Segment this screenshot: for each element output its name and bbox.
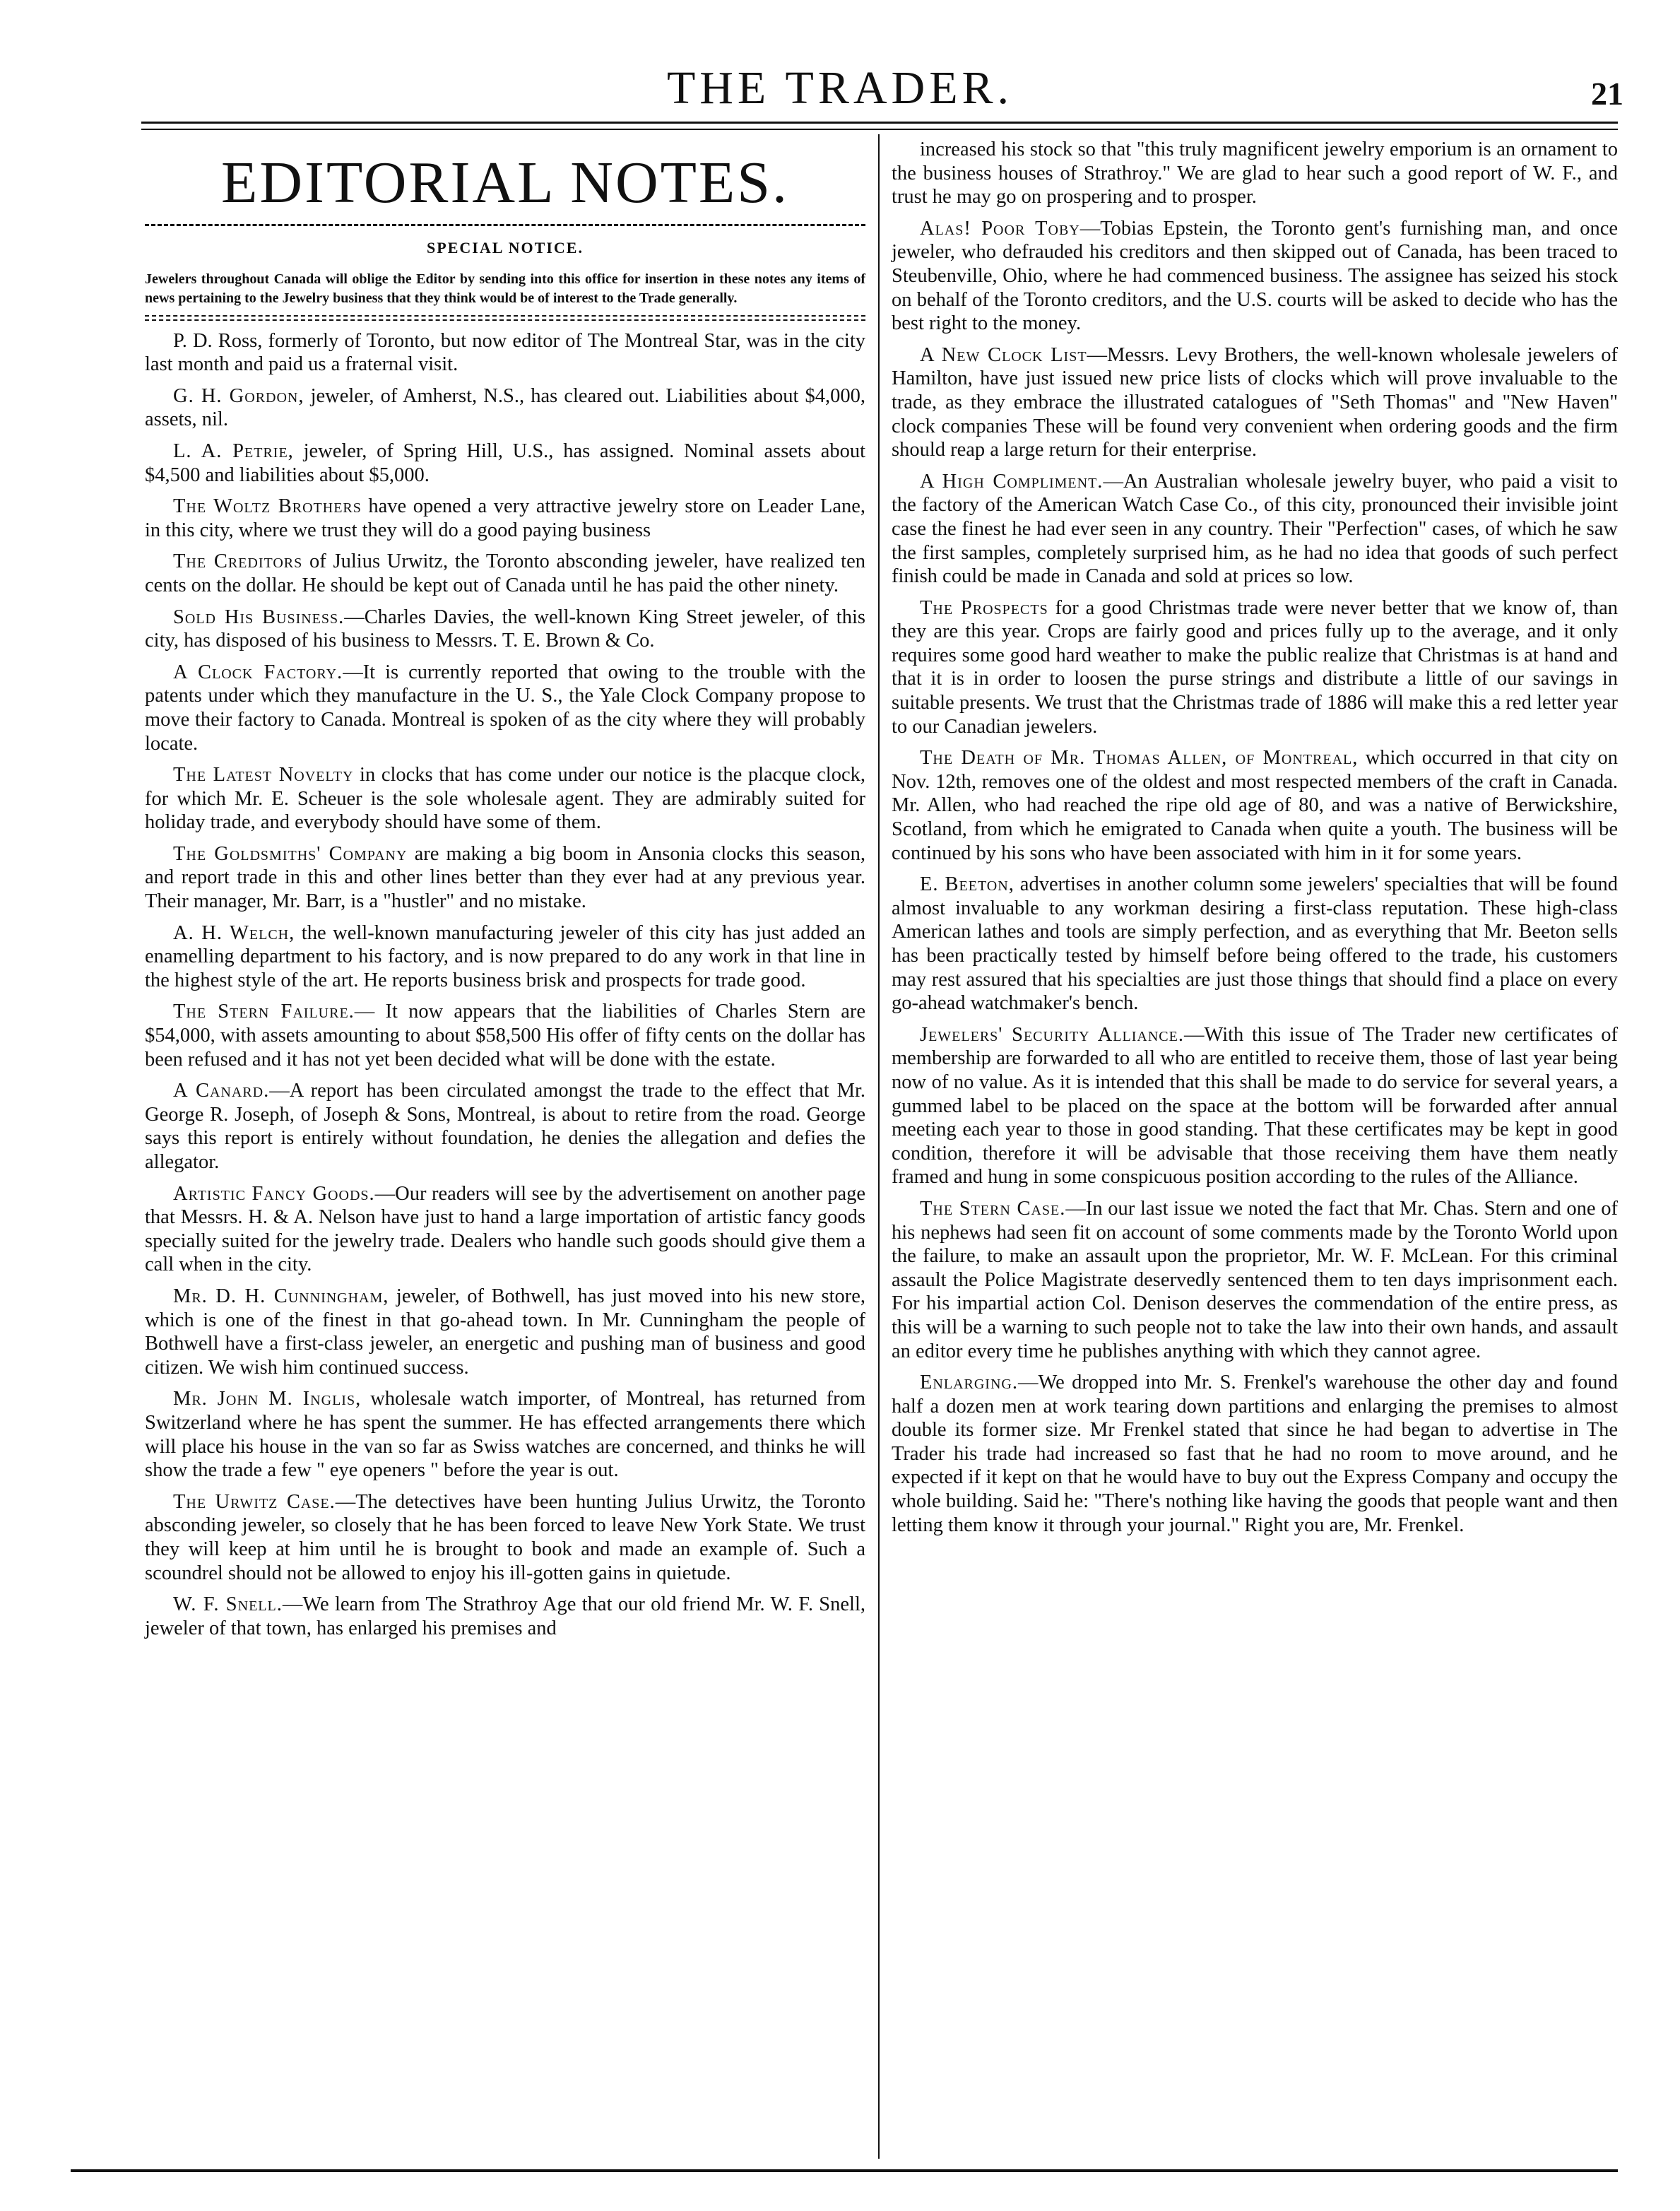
news-item-lead: Alas! Poor Toby [920, 217, 1080, 240]
news-item [145, 606, 865, 653]
news-item-text: of Julius Urwitz, the Toronto absconding jeweler, have realized ten cents on the dollar. He should be kept out of Canada until he has paid the other ninety. [145, 550, 865, 596]
running-title: THE TRADER. [666, 62, 1014, 114]
news-item-lead: Mr. John M. Inglis, [173, 1388, 362, 1410]
news-item [145, 921, 865, 993]
news-item [145, 1593, 865, 1640]
news-item-lead: A Canard. [173, 1080, 270, 1102]
news-item [892, 1197, 1618, 1363]
news-item [145, 1182, 865, 1277]
news-item-text: —We learn from The Strathroy Age that our old friend Mr. W. F. Snell, jeweler of that town, has enlarged his premises and [145, 1593, 865, 1639]
news-item-text: —Messrs. Levy Brothers, the well-known wholesale jewelers of Hamilton, have just issued new price lists of clocks which will prove invaluable to the trade, as they embrace the illustrated catalogues of "Seth Thomas" and "New Haven" clock companies These will be found very convenient when ordering goods and the firm should reap a large return for their enterprise. [892, 343, 1619, 461]
news-item-text: in clocks that has come under our notice is the placque clock, for which Mr. E. Scheuer is the sole wholesale agent. They are admirably suited for holiday trade, and everybody should have some of them. [145, 764, 865, 834]
news-item [145, 384, 865, 432]
news-item-lead: A New Clock List [920, 343, 1087, 366]
news-item [145, 661, 865, 755]
news-item-lead: The Latest Novelty [173, 764, 354, 786]
notice-rule [145, 315, 865, 321]
news-item-lead: Sold His Business. [173, 606, 345, 628]
news-item-text: which occurred in that city on Nov. 12th, removes one of the oldest and most respected members of the craft in Canada. Mr. Allen, who had reached the ripe old age of 80, and was a native of Berwickshire, Scotland, from which he emigrated to Canada when quite a youth. The business will be continued by his sons who have been associated with him in it for some years. [892, 747, 1618, 864]
news-item-text: advertises in another column some jewelers' specialties that will be found almost invaluable to any workman desiring a first-class reputation. These high-class American lathes and tools are simply perfection, and as everything that Mr. Beeton sells has been practically tested by himself before being offered to the trade, his customers may rest assured that his specialties are just those things that should find a place on every go-ahead watchmaker's bench. [892, 873, 1618, 1015]
footer-rule [71, 2169, 1618, 2172]
news-item-text: — It now appears that the liabilities of Charles Stern are $54,000, with assets amounting to about $58,500 His offer of fifty cents on the dollar has been refused and it has not yet been decided what will be done with the estate. [145, 1001, 865, 1071]
column-divider [878, 134, 880, 2159]
page-number: 21 [1591, 76, 1623, 112]
news-item-lead: The Stern Case. [920, 1197, 1066, 1220]
news-item [892, 746, 1618, 865]
special-notice-text: Jewelers throughout Canada will oblige the Editor by sending into this office for insertion in these notes any items of news pertaining to the Jewelry business that they think would be of interest to the Trade generally. [145, 271, 865, 306]
news-item-text: —Charles Davies, the well-known King Street jeweler, of this city, has disposed of his business to Messrs. T. E. Brown & Co. [145, 606, 865, 652]
news-item-lead: Jewelers' Security Alliance. [920, 1023, 1184, 1046]
news-item-text: jeweler, of Bothwell, has just moved into his new store, which is one of the finest in that go-ahead town. In Mr. Cunningham the people of Bothwell have a first-class jeweler, an energetic and pushing man of business and good citizen. We wish him continued success. [145, 1285, 865, 1379]
news-item [145, 1490, 865, 1585]
news-item-lead: A High Compliment. [920, 470, 1104, 493]
page-header [0, 0, 1680, 120]
news-item-lead: L. A. Petrie, [173, 440, 294, 462]
news-item [892, 1023, 1618, 1189]
editorial-notes-masthead: EDITORIAL NOTES. [221, 150, 789, 216]
news-item-lead: The Prospects [920, 596, 1048, 619]
news-item-lead: W. F. Snell. [173, 1593, 283, 1616]
news-item-lead: Mr. D. H. Cunningham, [173, 1285, 389, 1307]
news-item [892, 470, 1618, 589]
left-column [145, 138, 865, 1648]
news-item-text: wholesale watch importer, of Montreal, has returned from Switzerland where he has spent the summer. He has effected arrangements there which will place his house in the van so far as Swiss watches are concerned, and thinks he will show the trade a few " eye openers " before the year is out. [145, 1388, 865, 1482]
news-item-text: for a good Christmas trade were never better that we know of, than they are this year. Crops are fairly good and prices fully up to the average, and it only requires some good hard weather to make the public realize that Christmas is at hand and that it is in order to loosen the purse strings and distribute a little of our savings in suitable presents. We trust that the Christmas trade of 1886 will make this a red letter year to our Canadian jewelers. [892, 596, 1618, 738]
news-item [892, 873, 1618, 1015]
news-item-lead: A Clock Factory. [173, 661, 343, 683]
news-item-text: have opened a very attractive jewelry store on Leader Lane, in this city, where we trust they will do a good paying business [145, 495, 865, 541]
right-column [892, 138, 1618, 1545]
news-item-lead: The Stern Failure. [173, 1001, 355, 1023]
news-item-text: —A report has been circulated amongst the trade to the effect that Mr. George R. Joseph, of Joseph & Sons, Montreal, is about to retire from the road. George says this report is entirely without foundation, he denies the allegation and defies the allegator. [145, 1080, 865, 1173]
news-item [145, 763, 865, 835]
news-item-text: —The detectives have been hunting Julius Urwitz, the Toronto absconding jeweler, so closely that he has been forced to leave New York State. We trust they will keep at him until he is brought to book and made an example of. Such a scoundrel should not be allowed to enjoy his ill-gotten gains in quietude. [145, 1490, 865, 1584]
news-item-lead: A. H. Welch, [173, 921, 295, 944]
news-item [145, 495, 865, 542]
news-item-text: —An Australian wholesale jewelry buyer, who paid a visit to the factory of the American Watch Case Co., of this city, pronounced their invisible joint case the finest he had ever seen in any country. Their "Perfection" cases, of which he saw the first samples, completely surprised him, as he had no idea that goods of such perfect finish could be made in Canada and sold at prices so low. [892, 470, 1618, 588]
masthead-rule [145, 224, 865, 226]
news-item-text: jeweler, of Spring Hill, U.S., has assigned. Nominal assets about $4,500 and liabilities about $5,000. [145, 440, 866, 486]
news-item-lead: G. H. Gordon, [173, 384, 304, 407]
news-item-lead: The Creditors [173, 550, 303, 573]
news-item [892, 343, 1618, 462]
news-item-lead: Artistic Fancy Goods. [173, 1182, 375, 1205]
news-item [145, 1387, 865, 1482]
news-item [145, 329, 865, 377]
news-item-text: —In our last issue we noted the fact that Mr. Chas. Stern and one of his nephews had seen fit on account of some comments made by the Toronto World upon the failure, to make an assault upon the proprietor, Mr. W. F. McLean. For this criminal assault the Police Magistrate deservedly sentenced them to ten days imprisonment each. For his impartial action Col. Denison deserves the commendation of the entire press, as this will be a warning to such people not to take the law into their own hands, and assault an editor every time he publishes anything with which they cannot agree. [892, 1197, 1618, 1362]
news-item-lead: The Woltz Brothers [173, 495, 362, 518]
news-item-text: are making a big boom in Ansonia clocks this season, and report trade in this and other lines better than they ever had at any previous year. Their manager, Mr. Barr, is a "hustler" and no mistake. [145, 842, 865, 913]
news-item-text: —Our readers will see by the advertisement on another page that Messrs. H. & A. Nelson have just to hand a large importation of artistic fancy goods specially suited for the jewelry trade. Dealers who handle such goods should give them a call when in the city. [145, 1182, 865, 1276]
news-item [892, 138, 1618, 209]
right-article-list [892, 138, 1618, 1537]
news-item [145, 440, 865, 487]
news-item-text: —We dropped into Mr. S. Frenkel's warehouse the other day and found half a dozen men at work tearing down partitions and enlarging the premises to almost double its former size. Mr Frenkel stated that since he had began to advertise in The Trader his trade had increased so fast that he had no room to move around, and he expected if it kept on that he would have to buy out the Express Company and occupy the whole building. Said he: "There's nothing like having the goods that people want and then letting them know it through your journal." Right you are, Mr. Frenkel. [892, 1372, 1618, 1536]
header-rule-top [141, 122, 1618, 124]
news-item [145, 1000, 865, 1071]
news-item-lead: E. Beeton, [920, 873, 1014, 896]
news-item-lead: The Death of Mr. Thomas Allen, of Montreal, [920, 747, 1359, 770]
left-article-list [145, 329, 865, 1641]
news-item-text: jeweler, of Amherst, N.S., has cleared out. Liabilities about $4,000, assets, nil. [145, 384, 865, 431]
news-item-text: —With this issue of The Trader new certificates of membership are forwarded to all who are entitled to receive them, those of last year being now of no value. As it is intended that this shall be made to do service for several years, a gummed label to be placed on the space at the bottom will be forwarded after annual meeting each year to those in good standing. That these certificates may be kept in good condition, therefore it will be advisable that those receiving them have them neatly framed and hung in some conspicuous position according to the rules of the Alliance. [892, 1023, 1618, 1189]
news-item [145, 842, 865, 914]
news-item-text: P. D. Ross, formerly of Toronto, but now editor of The Montreal Star, was in the city last month and paid us a fraternal visit. [145, 329, 865, 376]
news-item-text: —It is currently reported that owing to the trouble with the patents under which they manufacture in the U. S., the Yale Clock Company propose to move their factory to Canada. Montreal is spoken of as the city where they will probably locate. [145, 661, 866, 755]
news-item [892, 1371, 1618, 1537]
news-item [145, 1285, 865, 1379]
news-item [145, 550, 865, 597]
news-item-text: increased his stock so that "this truly magnificent jewelry emporium is an ornament to the business houses of Strathroy." We are glad to hear such a good report of W. F., and trust he may go on prospering and to prosper. [892, 138, 1618, 208]
news-item-lead: The Goldsmiths' Company [173, 842, 408, 865]
news-item-text: the well-known manufacturing jeweler of this city has just added an enamelling department to his factory, and is now prepared to do any work in that line in the highest style of the art. He reports business brisk and prospects for trade good. [145, 921, 865, 991]
news-item [892, 596, 1618, 739]
special-notice-title: SPECIAL NOTICE. [427, 239, 584, 257]
news-item [145, 1079, 865, 1174]
news-item-lead: The Urwitz Case. [173, 1490, 336, 1513]
news-item-lead: Enlarging. [920, 1372, 1018, 1394]
news-item-text: —Tobias Epstein, the Toronto gent's furnishing man, and once jeweler, who defrauded his creditors and then skipped out of Canada, has been traced to Steubenville, Ohio, where he had commenced business. The assignee has seized his stock on behalf of the Toronto creditors, and the U.S. courts will be asked to decide who has the best right to the money. [892, 217, 1618, 335]
header-rule-bottom [141, 129, 1618, 130]
news-item [892, 217, 1618, 336]
